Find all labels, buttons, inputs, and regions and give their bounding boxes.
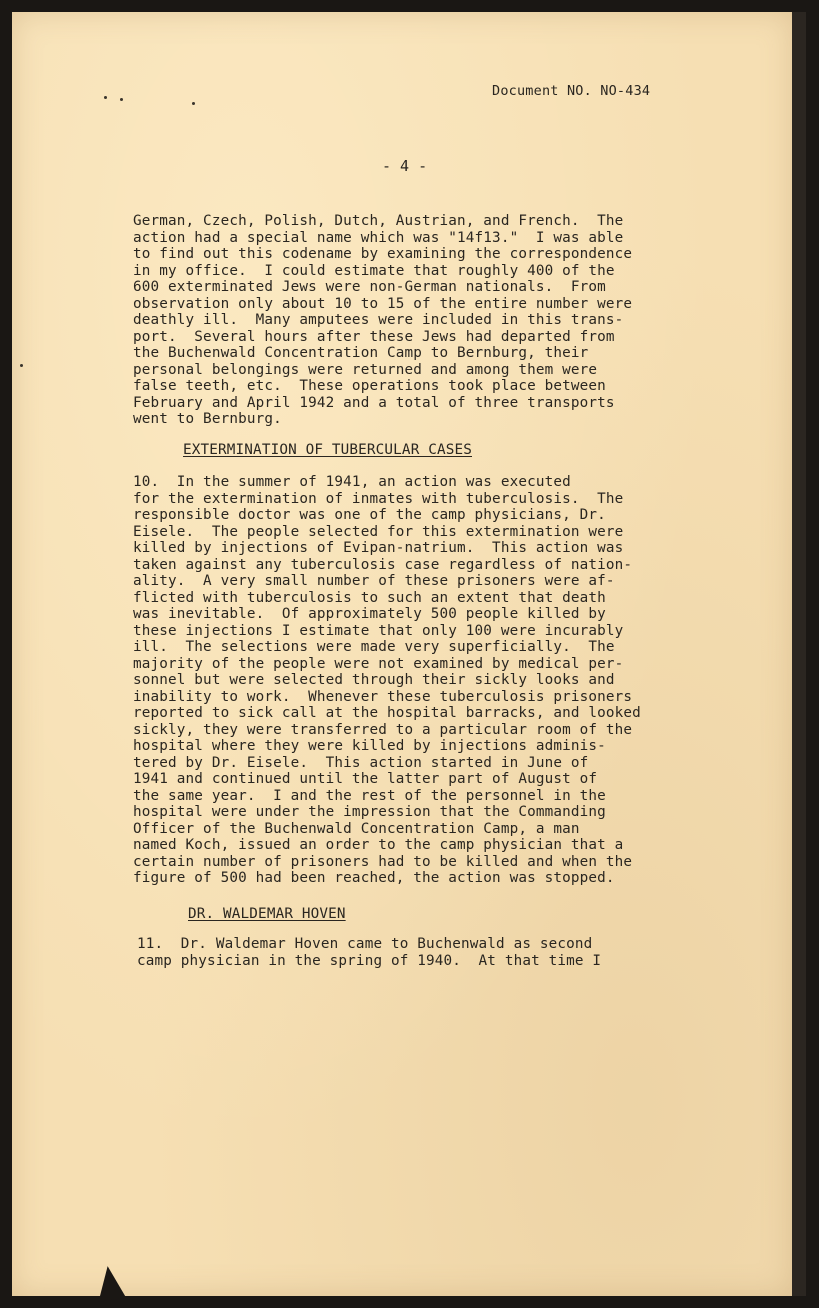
paragraph-transports: German, Czech, Polish, Dutch, Austrian, and French. The action had a special name which was "14f13." I was able to find out this codename by examining the correspondence in my office. I could estimate that roughly 400 of the 600 exterminated Jews were non-German nationals. From observation only about 10 to 15 of the entire number were deathly ill. Many amputees were included in this trans- port. Several hours after these Jews had departed from the Buchenwald Concentration Camp to Bernburg, their personal belongings were returned and among them were false teeth, etc. These operations took place between February and April 1942 and a total of three transports went to Bernburg. — [133, 213, 633, 427]
paragraph-hoven: 11. Dr. Waldemar Hoven came to Buchenwald as second camp physician in the spring of 1940. At that time I — [137, 936, 602, 969]
ink-speck — [20, 364, 23, 367]
ink-speck — [104, 96, 107, 99]
section-heading-tubercular: EXTERMINATION OF TUBERCULAR CASES — [183, 442, 472, 458]
ink-speck — [192, 102, 195, 105]
section-heading-hoven: DR. WALDEMAR HOVEN — [188, 906, 346, 922]
paragraph-tubercular-cases: 10. In the summer of 1941, an action was executed for the extermination of inmates with tuberculosis. The responsible doctor was one of the camp physicians, Dr. Eisele. The people selected for this extermination were killed by injections of Evipan-natrium. This action was taken against any tuberculosis case regardless of nation- ality. A very small number of these prisoners were af- flicted with tuberculosis to such an extent that death was inevitable. Of approximately 500 people killed by these injections I estimate that only 100 were incurably ill. The selections were made very superficially. The majority of the people were not examined by medical per- sonnel but were selected through their sickly looks and inability to work. Whenever these tuberculosis prisoners reported to sick call at the hospital barracks, and looked sickly, they were transferred to a particular room of the hospital where they were killed by injections adminis- tered by Dr. Eisele. This action started in June of 1941 and continued until the latter part of August of the same year. I and the rest of the personnel in the hospital were under the impression that the Commanding Officer of the Buchenwald Concentration Camp, a man named Koch, issued an order to the camp physician that a certain number of prisoners had to be killed and when the figure of 500 had been reached, the action was stopped. — [133, 474, 641, 886]
ink-speck — [120, 98, 123, 101]
document-number: Document NO. NO-434 — [492, 83, 651, 99]
page-number: - 4 - — [382, 157, 428, 175]
document-page — [12, 12, 792, 1296]
scan-edge-strip — [792, 12, 806, 1296]
torn-corner — [94, 1264, 126, 1302]
